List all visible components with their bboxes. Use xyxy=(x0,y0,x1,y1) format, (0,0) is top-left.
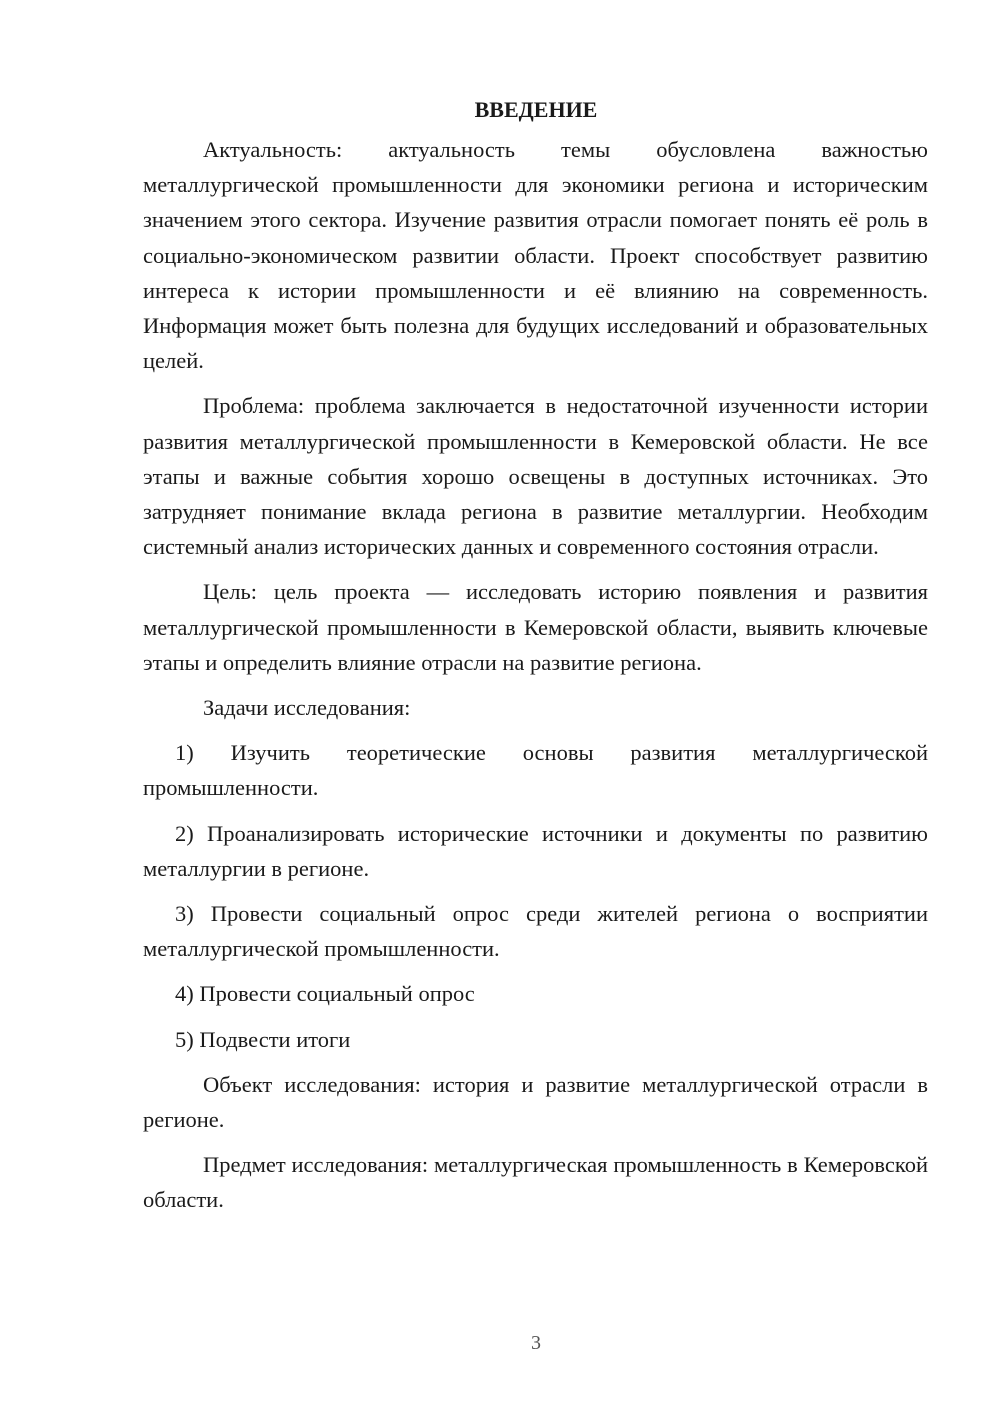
document-page xyxy=(143,92,928,1228)
task-item-5: 5) Подвести итоги xyxy=(175,1026,351,1052)
task-item-1: 1) Изучить теоретические основы развития металлургической промышленности. xyxy=(143,740,928,801)
page-number: 3 xyxy=(531,1332,541,1354)
paragraph-problem: Проблема: проблема заключается в недостаточной изученности истории развития металлургической промышленности в Кемеровской области. Не все этапы и важные события хорошо освещены в доступных источниках. Это затрудняет понимание вклада региона в развитие металлургии. Необходим системный анализ исторических данных и современного состояния отрасли. xyxy=(143,393,928,560)
paragraph-object: Объект исследования: история и развитие металлургической отрасли в регионе. xyxy=(143,1071,928,1133)
paragraph-relevance: Актуальность: актуальность темы обусловлена важностью металлургической промышленности для экономики региона и историческим значением этого сектора. Изучение развития отрасли помогает понять её роль в социально-экономическом развитии области. Проект способствует развитию интереса к истории промышленности и её влиянию на современность. Информация может быть полезна для будущих исследований и образовательных целей. xyxy=(143,137,928,374)
paragraph-subject: Предмет исследования: металлургическая промышленность в Кемеровской области. xyxy=(143,1152,928,1213)
task-item-4: 4) Провести социальный опрос xyxy=(175,981,475,1007)
task-item-2: 2) Проанализировать исторические источники и документы по развитию металлургии в регионе. xyxy=(143,820,928,881)
paragraph-goal: Цель: цель проекта — исследовать историю появления и развития металлургической промышленности в Кемеровской области, выявить ключевые этапы и определить влияние отрасли на развитие региона. xyxy=(143,579,928,675)
tasks-heading: Задачи исследования: xyxy=(203,695,411,721)
document-title: ВВЕДЕНИЕ xyxy=(474,97,598,122)
task-item-3: 3) Провести социальный опрос среди жителей региона о восприятии металлургической промышленности. xyxy=(143,901,928,962)
